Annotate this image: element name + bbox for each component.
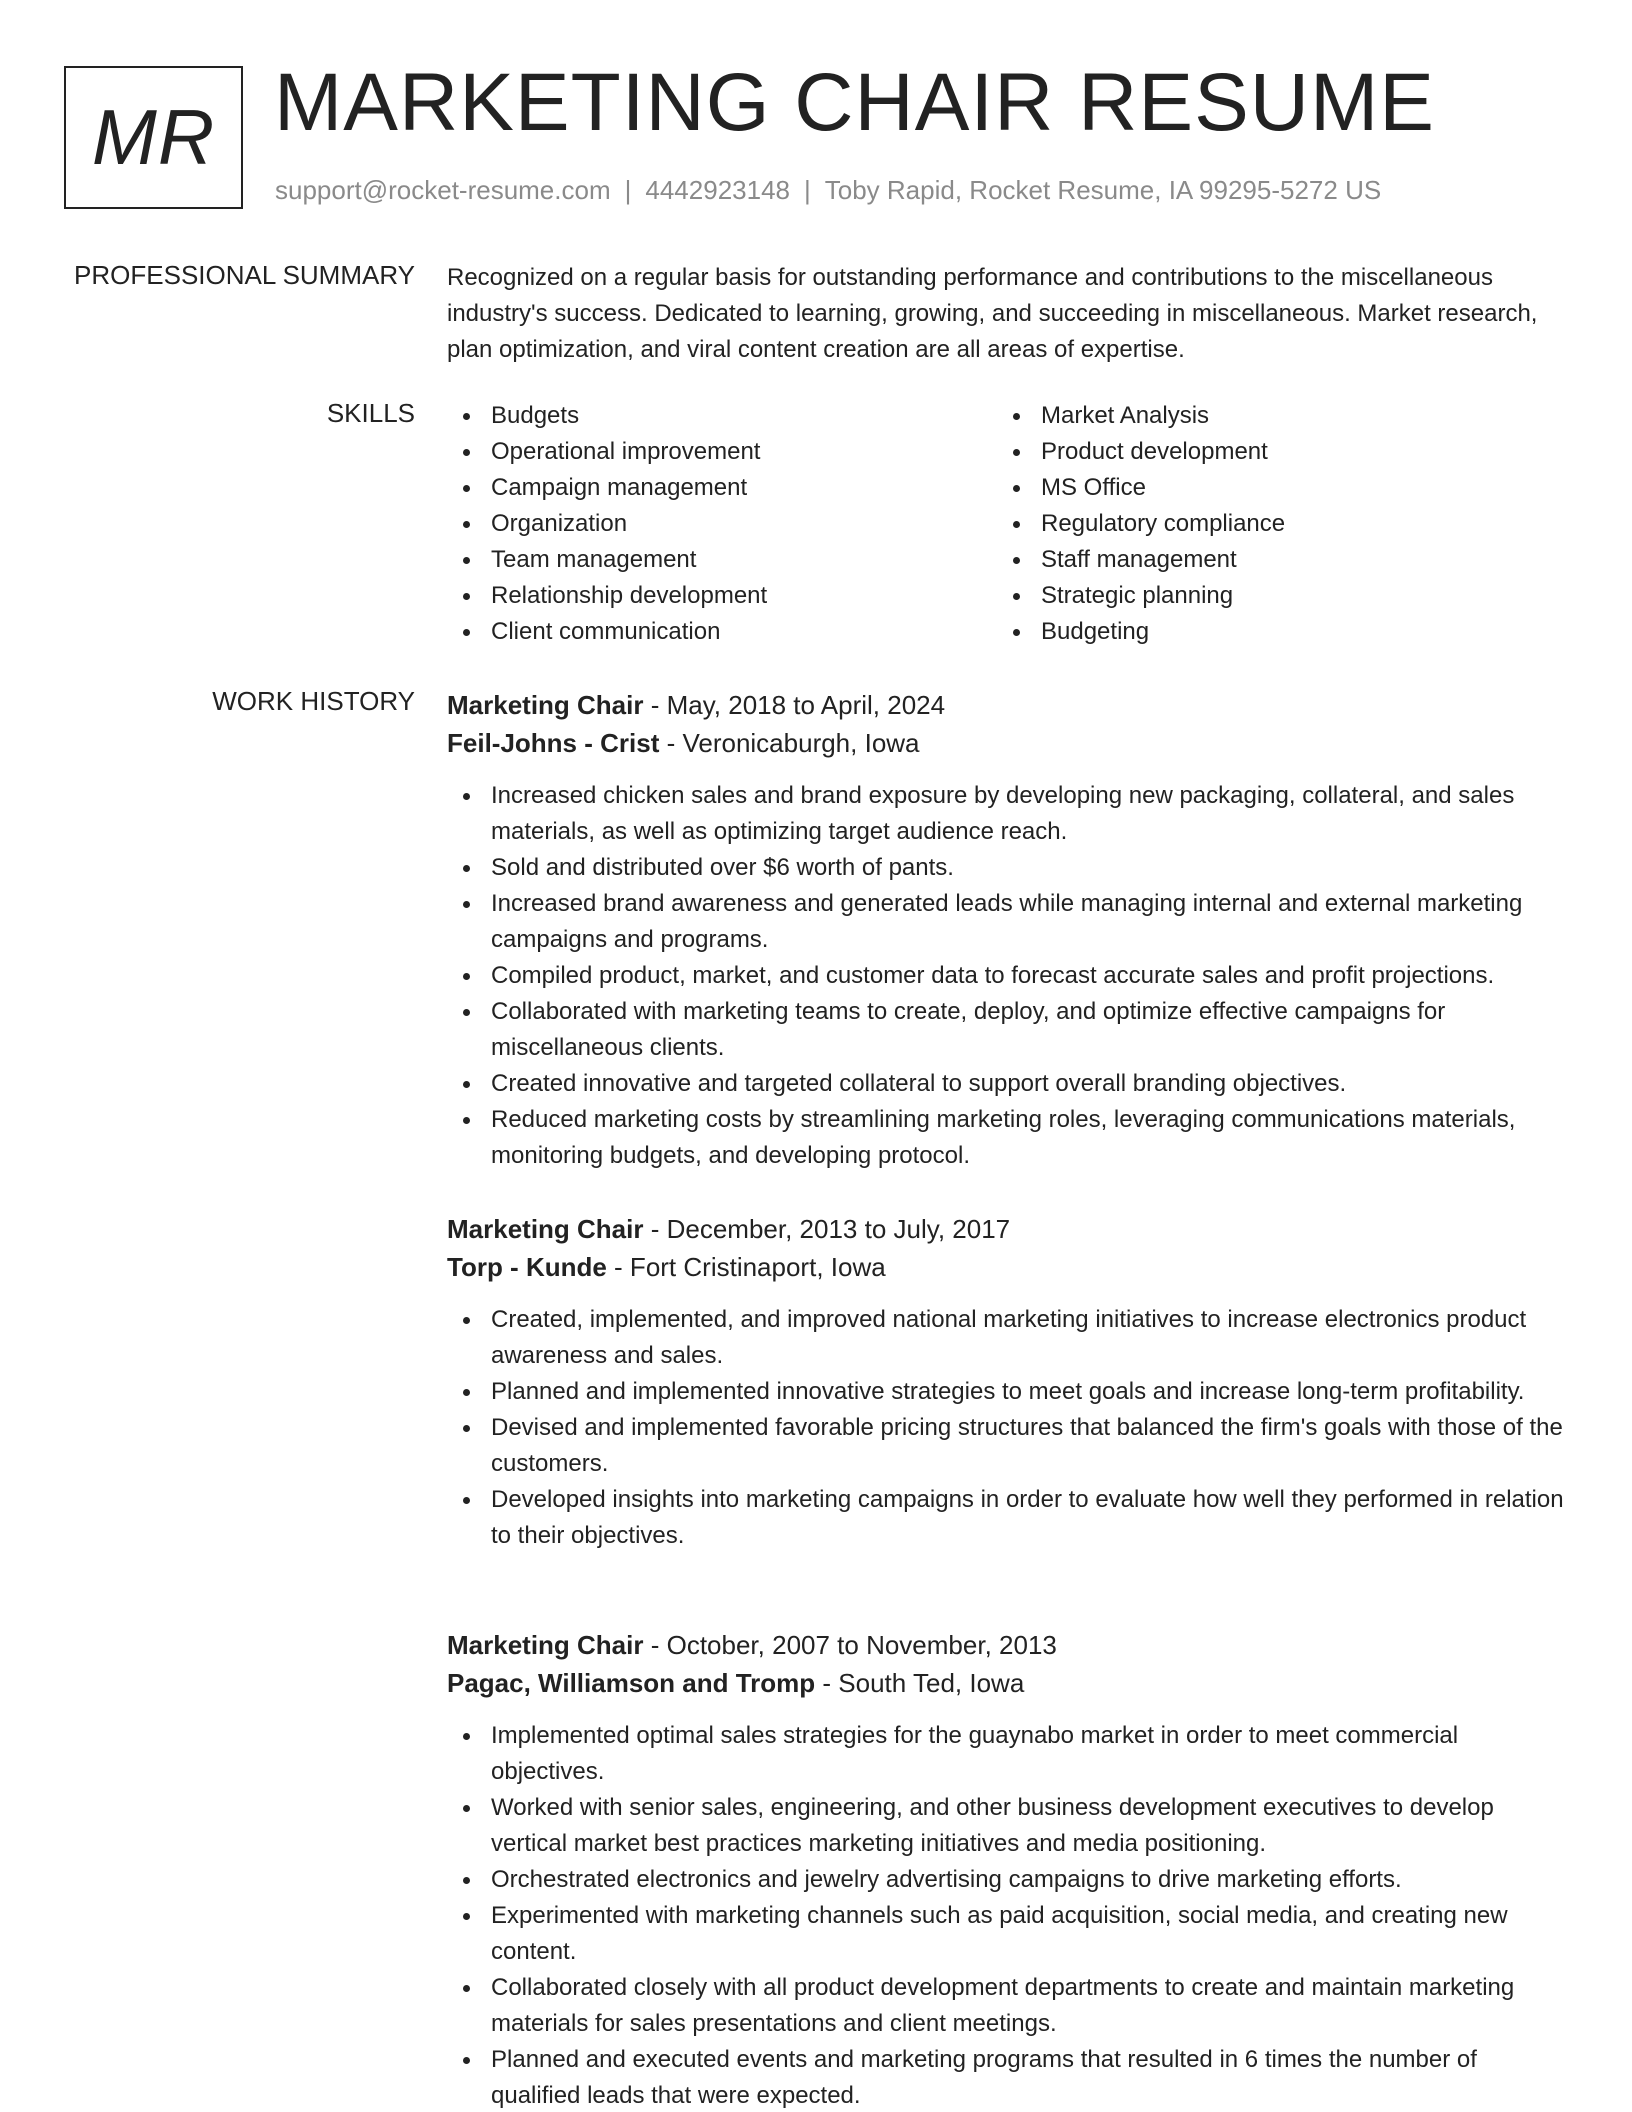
job-dates: - December, 2013 to July, 2017 [643,1214,1011,1244]
skill-item: Staff management [997,542,1517,578]
skill-item: Campaign management [447,470,967,506]
job-bullet: Developed insights into marketing campaigns in order to evaluate how well they performed in relation to their objectives. [447,1482,1567,1554]
job-bullets [447,1718,1567,2112]
skill-item: Market Analysis [997,398,1517,434]
summary-heading: PROFESSIONAL SUMMARY [74,260,415,290]
job-bullet: Planned and implemented innovative strategies to meet goals and increase long-term profitability. [447,1374,1567,1410]
job-bullet: Orchestrated electronics and jewelry advertising campaigns to drive marketing efforts. [447,1862,1567,1898]
job-location: - Fort Cristinaport, Iowa [606,1252,886,1282]
job-company-line [447,724,1567,762]
job-bullet: Collaborated closely with all product development departments to create and maintain marketing materials for sales presentations and client meetings. [447,1970,1567,2042]
job-dates: - October, 2007 to November, 2013 [643,1630,1057,1660]
job-bullets [447,778,1567,1174]
job-company-line [447,1664,1567,1702]
job-bullet: Increased brand awareness and generated leads while managing internal and external marketing campaigns and programs. [447,886,1567,958]
work-history-heading: WORK HISTORY [212,686,415,716]
job-entry [447,1626,1567,2112]
monogram-box [64,66,243,209]
contact-separator: | [624,175,632,205]
job-location: - South Ted, Iowa [815,1668,1025,1698]
job-bullet: Planned and executed events and marketing programs that resulted in 6 times the number of qualified leads that were expected. [447,2042,1567,2112]
job-entry [447,686,1567,1174]
skill-item: Budgets [447,398,967,434]
job-bullet: Sold and distributed over $6 worth of pants. [447,850,1567,886]
contact-email[interactable]: support@rocket-resume.com [275,175,611,205]
job-title-line [447,1626,1567,1664]
job-bullet: Compiled product, market, and customer data to forecast accurate sales and profit projections. [447,958,1567,994]
job-company: Pagac, Williamson and Tromp [447,1668,816,1698]
job-location: - Veronicaburgh, Iowa [659,728,920,758]
skills-list-right [997,398,1517,650]
contact-line [275,175,1381,206]
job-company: Feil-Johns - Crist [447,728,660,758]
job-bullet: Collaborated with marketing teams to create, deploy, and optimize effective campaigns for miscellaneous clients. [447,994,1567,1066]
skill-item: Relationship development [447,578,967,614]
job-title-line [447,1210,1567,1248]
skill-item: MS Office [997,470,1517,506]
job-bullet: Reduced marketing costs by streamlining marketing roles, leveraging communications materials, monitoring budgets, and developing protocol. [447,1102,1567,1174]
skill-item: Organization [447,506,967,542]
job-title: Marketing Chair [447,1214,644,1244]
skills-heading: SKILLS [326,398,415,428]
skill-item: Team management [447,542,967,578]
job-bullets [447,1302,1567,1554]
job-bullet: Created innovative and targeted collateral to support overall branding objectives. [447,1066,1567,1102]
contact-separator: | [804,175,811,205]
skill-item: Product development [997,434,1517,470]
contact-phone[interactable]: 4442923148 [645,175,790,205]
job-bullet: Experimented with marketing channels such as paid acquisition, social media, and creating new content. [447,1898,1567,1970]
skill-item: Strategic planning [997,578,1517,614]
job-bullet: Created, implemented, and improved national marketing initiatives to increase electronics product awareness and sales. [447,1302,1567,1374]
job-title: Marketing Chair [447,690,644,720]
skill-item: Operational improvement [447,434,967,470]
job-dates: - May, 2018 to April, 2024 [643,690,946,720]
job-title-line [447,686,1567,724]
skill-item: Regulatory compliance [997,506,1517,542]
contact-address: Toby Rapid, Rocket Resume, IA 99295-5272 US [824,175,1382,205]
skill-item: Budgeting [997,614,1517,650]
summary-text: Recognized on a regular basis for outstanding performance and contributions to the miscellaneous industry's success. Dedicated to learning, growing, and succeeding in miscellaneous. Market research, plan optimization, and viral content creation are all areas of expertise. [447,264,1538,363]
job-bullet: Implemented optimal sales strategies for the guaynabo market in order to meet commercial objectives. [447,1718,1567,1790]
job-entry [447,1210,1567,1554]
job-bullet: Increased chicken sales and brand exposure by developing new packaging, collateral, and sales materials, as well as optimizing target audience reach. [447,778,1567,850]
monogram-initials: MR [91,93,216,181]
skill-item: Client communication [447,614,967,650]
job-title: Marketing Chair [447,1630,644,1660]
job-company-line [447,1248,1567,1286]
skills-list-left [447,398,967,650]
job-bullet: Worked with senior sales, engineering, and other business development executives to develop vertical market best practices marketing initiatives and media positioning. [447,1790,1567,1862]
job-bullet: Devised and implemented favorable pricing structures that balanced the firm's goals with those of the customers. [447,1410,1567,1482]
job-company: Torp - Kunde [447,1252,607,1282]
resume-title: MARKETING CHAIR RESUME [274,57,1435,148]
